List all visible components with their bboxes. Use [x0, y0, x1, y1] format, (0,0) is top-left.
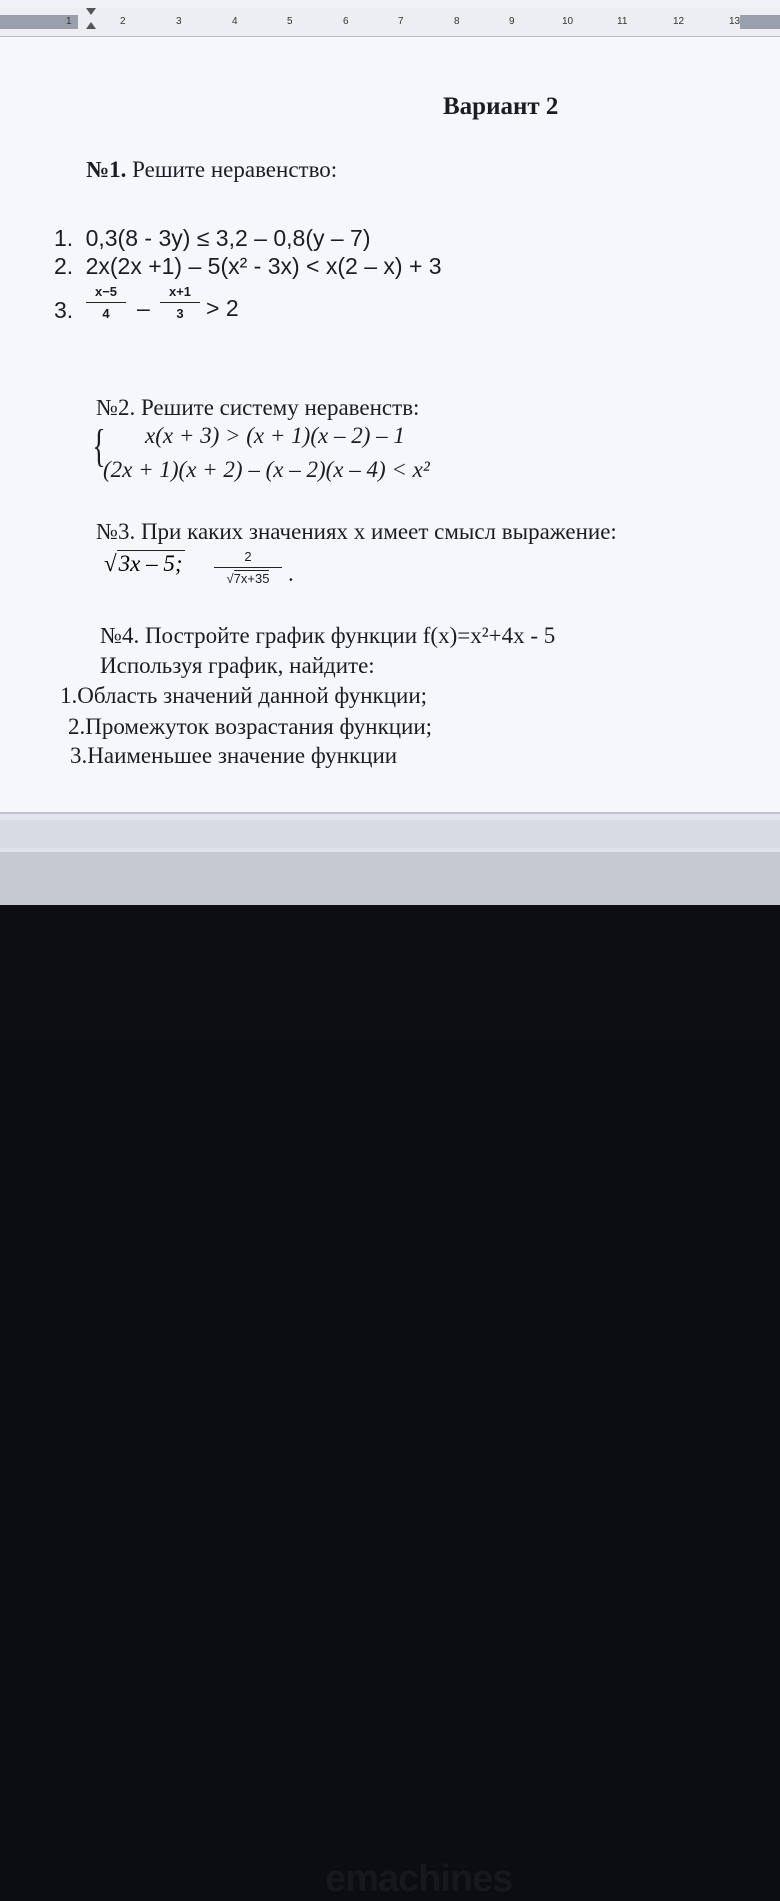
- document-page[interactable]: [0, 37, 780, 812]
- task4-item-3: 3.Наименьшее значение функции: [70, 743, 398, 768]
- fraction-2: [160, 284, 200, 321]
- brand-logo: emachines: [325, 1858, 513, 1900]
- ruler-number: 3: [176, 16, 182, 27]
- page-divider: [0, 812, 780, 814]
- ruler-number: 7: [398, 16, 404, 27]
- inequality-text: 0,3(8 - 3y) ≤ 3,2 – 0,8(y – 7): [85, 225, 371, 251]
- task2-heading: №2. Решите систему неравенств:: [96, 395, 420, 420]
- task1-item-2: [54, 253, 442, 280]
- ruler-number: 1: [66, 16, 72, 27]
- system-line-2: (2x + 1)(x + 2) – (x – 2)(x – 4) < x²: [103, 457, 430, 482]
- task1-heading: [86, 157, 337, 183]
- fraction-denominator: 7x+35: [233, 571, 270, 586]
- ruler-number: 11: [617, 16, 628, 27]
- ruler-number: 4: [232, 16, 238, 27]
- fraction-denominator: 3: [176, 306, 184, 321]
- system-line-1: x(x + 3) > (x + 1)(x – 2) – 1: [145, 423, 405, 448]
- task4-subheading: Используя график, найдите:: [100, 653, 375, 678]
- fraction-1: [86, 284, 126, 321]
- ruler-number: 13: [729, 16, 741, 27]
- inequality-text: 2x(2x +1) – 5(x² - 3x) < x(2 – x) + 3: [85, 253, 442, 279]
- item-number: 1.: [54, 225, 74, 251]
- task1-item-1: [54, 225, 371, 252]
- ruler-number: 12: [673, 16, 685, 27]
- horizontal-ruler[interactable]: [0, 8, 780, 37]
- task4-item-1: 1.Область значений данной функции;: [60, 683, 428, 708]
- minus-sign: –: [137, 295, 150, 321]
- fraction-bar: [86, 302, 126, 303]
- task4-heading: №4. Постройте график функции f(x)=x²+4x - 5: [100, 623, 556, 648]
- ruler-track: [0, 15, 780, 29]
- sqrt-expression-1: [104, 551, 185, 577]
- task1-heading-text: Решите неравенство:: [126, 157, 338, 182]
- monitor-screen: [0, 0, 780, 905]
- system-brace: {: [92, 420, 106, 471]
- fraction-denominator: 4: [102, 306, 110, 321]
- item-number: 2.: [54, 253, 74, 279]
- fraction-denominator-wrap: [227, 570, 270, 586]
- ruler-number: 2: [120, 16, 126, 27]
- fraction-numerator: x−5: [94, 284, 118, 299]
- ruler-number: 6: [343, 16, 349, 27]
- expression-end: .: [288, 561, 294, 586]
- sqrt-icon: √: [104, 551, 117, 576]
- task4-item-2: 2.Промежуток возрастания функции;: [68, 714, 433, 739]
- ruler-number: 8: [454, 16, 460, 27]
- item-number: 3.: [54, 297, 74, 323]
- status-bar: [0, 820, 780, 848]
- fraction-bar: [160, 302, 200, 303]
- first-line-indent-marker[interactable]: [86, 8, 96, 15]
- ruler-number: 9: [509, 16, 515, 27]
- sqrt-icon: √: [226, 571, 234, 586]
- fraction-numerator: x+1: [168, 284, 192, 299]
- fraction-numerator: 2: [244, 549, 252, 564]
- task1-number: №1.: [86, 157, 127, 182]
- radicand: 3x – 5;: [118, 551, 183, 576]
- ruler-number: 10: [562, 16, 574, 27]
- fraction-bar: [214, 567, 282, 568]
- task3-heading: №3. При каких значениях х имеет смысл выражение:: [96, 519, 617, 544]
- monitor-bezel: [0, 905, 780, 1900]
- variant-title: Вариант 2: [443, 93, 559, 120]
- rhs-value: > 2: [206, 295, 239, 321]
- taskbar[interactable]: [0, 852, 780, 905]
- sqrt-fraction: [214, 549, 282, 586]
- ruler-number: 5: [287, 16, 293, 27]
